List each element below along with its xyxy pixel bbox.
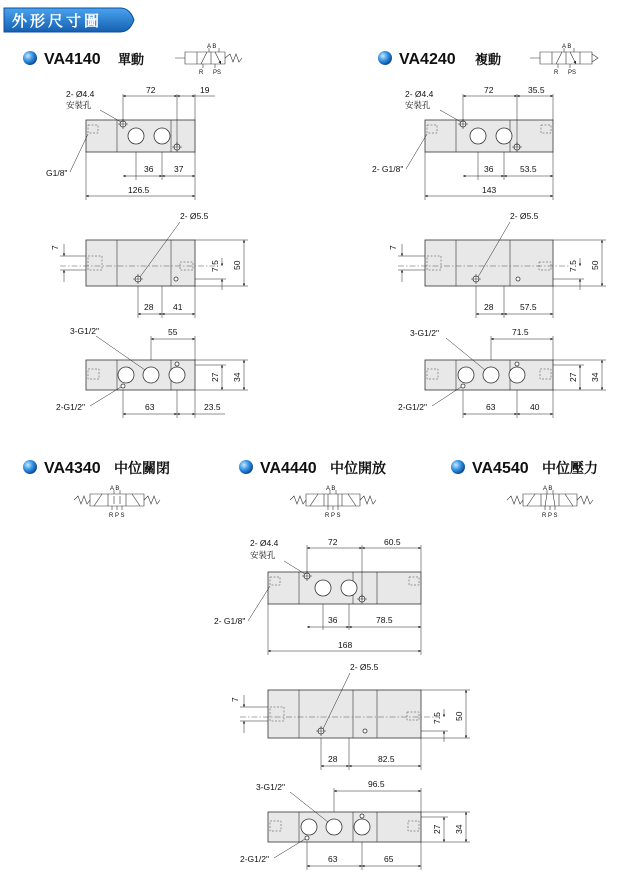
svg-text:63: 63 [486,402,496,412]
model-type: 中位關閉 [114,461,170,477]
svg-text:168: 168 [338,640,353,650]
svg-text:63: 63 [328,854,338,864]
model-heading-va4540 [451,460,598,477]
svg-text:3-G1/2": 3-G1/2" [410,328,440,338]
svg-text:28: 28 [144,302,154,312]
svg-text:71.5: 71.5 [512,327,529,337]
port-hole [509,367,525,383]
model-name: VA4540 [472,460,529,477]
svg-text:37: 37 [174,164,184,174]
model-name: VA4140 [44,51,101,68]
port-hole [169,367,185,383]
svg-text:安裝孔: 安裝孔 [405,101,431,111]
port-hole [301,819,317,835]
model-name: VA4340 [44,460,101,477]
valve-body [268,690,421,738]
svg-text:57.5: 57.5 [520,302,537,312]
bullet-icon [239,460,253,474]
svg-text:7.5: 7.5 [210,260,220,272]
model-name: VA4240 [399,51,456,68]
svg-text:A B: A B [326,486,336,492]
bullet-icon [451,460,465,474]
port-hole [496,128,512,144]
svg-text:34: 34 [232,372,242,382]
svg-text:G1/8": G1/8" [46,168,68,178]
svg-text:40: 40 [530,402,540,412]
svg-text:72: 72 [146,85,156,95]
section-banner [4,8,134,32]
svg-text:2- Ø5.5: 2- Ø5.5 [350,662,379,672]
svg-text:7: 7 [388,245,398,250]
bottom-front-view [230,662,470,770]
port-hole [483,367,499,383]
model-name: VA4440 [260,460,317,477]
svg-text:19: 19 [200,85,210,95]
svg-text:安裝孔: 安裝孔 [250,551,276,561]
svg-text:72: 72 [484,85,494,95]
model-type: 複動 [475,53,502,68]
port-hole [326,819,342,835]
port-hole [118,367,134,383]
valve-symbol-va4140 [175,44,242,76]
svg-text:3-G1/2": 3-G1/2" [256,782,286,792]
svg-text:34: 34 [454,824,464,834]
svg-text:34: 34 [590,372,600,382]
svg-text:50: 50 [590,260,600,270]
port-hole [458,367,474,383]
va4140-top-view [46,85,215,200]
valve-body [425,240,553,286]
svg-text:36: 36 [328,615,338,625]
svg-text:96.5: 96.5 [368,779,385,789]
valve-symbol-va4540 [507,486,593,519]
va4140-front-view [50,211,248,318]
svg-text:2- Ø5.5: 2- Ø5.5 [180,211,209,221]
va4240-front-view [388,211,606,318]
bottom-side-view [240,779,470,870]
model-heading-va4240 [378,51,501,68]
bullet-icon [23,51,37,65]
valve-body [268,812,421,842]
svg-text:53.5: 53.5 [520,164,537,174]
svg-text:7.5: 7.5 [568,260,578,272]
svg-text:60.5: 60.5 [384,537,401,547]
model-heading-va4440 [239,460,386,477]
svg-text:2- G1/8": 2- G1/8" [214,616,246,626]
svg-text:35.5: 35.5 [528,85,545,95]
svg-text:78.5: 78.5 [376,615,393,625]
svg-text:28: 28 [328,754,338,764]
bullet-icon [378,51,392,65]
svg-text:2-G1/2": 2-G1/2" [56,402,86,412]
svg-text:R P S: R P S [109,513,125,519]
svg-text:A B: A B [110,486,120,492]
svg-text:27: 27 [432,824,442,834]
valve-symbol-va4240 [530,44,598,76]
valve-symbol-va4340 [74,486,160,519]
svg-text:50: 50 [454,711,464,721]
svg-text:7.5: 7.5 [432,712,442,724]
svg-text:63: 63 [145,402,155,412]
valve-symbol-va4440 [290,486,376,519]
banner-title: 外形尺寸圖 [12,12,103,30]
svg-text:R: R [199,70,204,76]
svg-text:50: 50 [232,260,242,270]
svg-text:126.5: 126.5 [128,185,150,195]
svg-text:7: 7 [230,697,240,702]
svg-text:55: 55 [168,327,178,337]
model-type: 中位壓力 [542,461,598,477]
svg-text:A B: A B [207,44,217,50]
svg-text:2- Ø4.4: 2- Ø4.4 [405,89,434,99]
svg-text:27: 27 [210,372,220,382]
svg-text:65: 65 [384,854,394,864]
svg-text:82.5: 82.5 [378,754,395,764]
valve-body [425,120,553,152]
va4140-side-view [56,326,248,418]
model-heading-va4140 [23,51,144,68]
svg-text:2-G1/2": 2-G1/2" [240,854,270,864]
svg-text:143: 143 [482,185,497,195]
svg-text:R P S: R P S [325,513,341,519]
model-heading-va4340 [23,460,170,477]
va4240-side-view [398,327,606,418]
bullet-icon [23,460,37,474]
svg-text:3-G1/2": 3-G1/2" [70,326,100,336]
model-type: 單動 [118,53,145,68]
svg-text:2- Ø4.4: 2- Ø4.4 [66,89,95,99]
bottom-top-view [214,537,421,655]
svg-text:R: R [554,70,559,76]
port-hole [154,128,170,144]
svg-text:2-G1/2": 2-G1/2" [398,402,428,412]
port-hole [470,128,486,144]
svg-text:2- Ø4.4: 2- Ø4.4 [250,538,279,548]
model-type: 中位開放 [330,461,386,477]
svg-text:7: 7 [50,245,60,250]
svg-text:安裝孔: 安裝孔 [66,101,92,111]
va4240-top-view [372,85,553,200]
svg-text:PS: PS [568,70,577,76]
svg-text:72: 72 [328,537,338,547]
port-hole [143,367,159,383]
svg-text:28: 28 [484,302,494,312]
port-hole [354,819,370,835]
svg-text:2- G1/8": 2- G1/8" [372,164,404,174]
svg-text:36: 36 [484,164,494,174]
svg-text:PS: PS [213,70,222,76]
svg-text:23.5: 23.5 [204,402,221,412]
svg-text:36: 36 [144,164,154,174]
svg-text:41: 41 [173,302,183,312]
port-hole [128,128,144,144]
port-hole [315,580,331,596]
svg-text:R P S: R P S [542,513,558,519]
port-hole [341,580,357,596]
svg-text:A B: A B [562,44,572,50]
svg-text:A B: A B [543,486,553,492]
svg-text:27: 27 [568,372,578,382]
svg-text:2- Ø5.5: 2- Ø5.5 [510,211,539,221]
